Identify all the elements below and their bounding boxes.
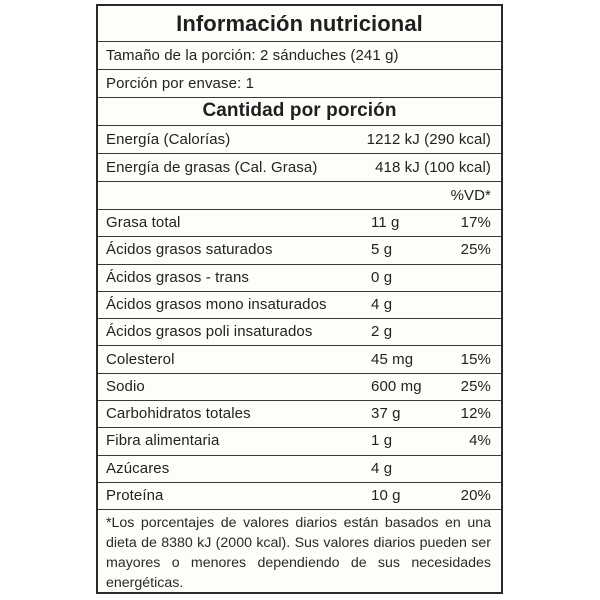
nutrient-row	[98, 428, 501, 455]
servings-per-container: Porción por envase: 1	[106, 75, 255, 92]
nutrient-amount: 5 g	[371, 241, 393, 259]
nutrient-daily-value: 4%	[469, 432, 491, 450]
energy-label: Energía (Calorías)	[106, 131, 231, 148]
nutrient-name: Ácidos grasos mono insaturados	[106, 295, 327, 313]
nutrient-daily-value: 12%	[460, 405, 491, 423]
fat-energy-value: 418 kJ (100 kcal)	[375, 159, 491, 176]
nutrient-row	[98, 347, 501, 374]
nutrient-amount: 11 g	[371, 214, 400, 231]
nutrient-amount: 0 g	[371, 268, 393, 286]
fat-energy-row	[98, 154, 501, 182]
title-row	[98, 6, 501, 42]
nutrient-name: Ácidos grasos saturados	[106, 241, 273, 259]
nutrient-row	[98, 210, 501, 237]
daily-value-header: %VD*	[450, 187, 491, 204]
nutrient-name: Carbohidratos totales	[106, 405, 251, 423]
nutrient-name: Sodio	[106, 377, 145, 395]
amount-header-row	[98, 98, 501, 126]
nutrient-row	[98, 237, 501, 264]
nutrition-facts-label	[96, 4, 503, 594]
servings-per-container-row	[98, 70, 501, 98]
nutrient-daily-value: 17%	[460, 214, 491, 231]
nutrient-amount: 10 g	[371, 487, 401, 504]
nutrient-name: Azúcares	[106, 459, 170, 477]
serving-size: Tamaño de la porción: 2 sánduches (241 g)	[106, 47, 399, 64]
nutrient-daily-value: 25%	[460, 241, 491, 259]
daily-value-footnote: *Los porcentajes de valores diarios están basados en una dieta de 8380 kJ (2000 kcal). Sus valores diarios pueden ser mayores o menores dependiendo de sus necesidades energéticas.	[106, 515, 491, 591]
nutrient-daily-value: 20%	[460, 487, 491, 504]
label-title: Información nutricional	[176, 11, 423, 36]
nutrient-row	[98, 401, 501, 428]
nutrient-row	[98, 265, 501, 292]
nutrient-daily-value: 15%	[460, 350, 491, 368]
nutrient-amount: 37 g	[371, 405, 401, 423]
nutrient-row	[98, 292, 501, 319]
nutrient-name: Ácidos grasos - trans	[106, 268, 249, 286]
nutrient-name: Grasa total	[106, 214, 181, 231]
fat-energy-label: Energía de grasas (Cal. Grasa)	[106, 159, 318, 176]
nutrient-row	[98, 374, 501, 401]
amount-per-serving-heading: Cantidad por porción	[202, 100, 397, 121]
nutrient-amount: 45 mg	[371, 350, 414, 368]
nutrient-row	[98, 319, 501, 346]
nutrient-name: Colesterol	[106, 350, 175, 368]
nutrient-name: Proteína	[106, 487, 164, 504]
dv-header-row	[98, 182, 501, 210]
nutrient-name: Ácidos grasos poli insaturados	[106, 323, 313, 341]
nutrient-row	[98, 483, 501, 510]
energy-value: 1212 kJ (290 kcal)	[366, 131, 491, 148]
energy-row	[98, 126, 501, 154]
nutrient-amount: 2 g	[371, 323, 393, 341]
nutrient-name: Fibra alimentaria	[106, 432, 220, 450]
nutrient-amount: 4 g	[371, 295, 393, 313]
nutrient-daily-value: 25%	[460, 377, 491, 395]
nutrient-row	[98, 456, 501, 483]
nutrient-amount: 600 mg	[371, 377, 422, 395]
nutrient-amount: 4 g	[371, 459, 393, 477]
nutrient-amount: 1 g	[371, 432, 393, 450]
serving-size-row	[98, 42, 501, 70]
